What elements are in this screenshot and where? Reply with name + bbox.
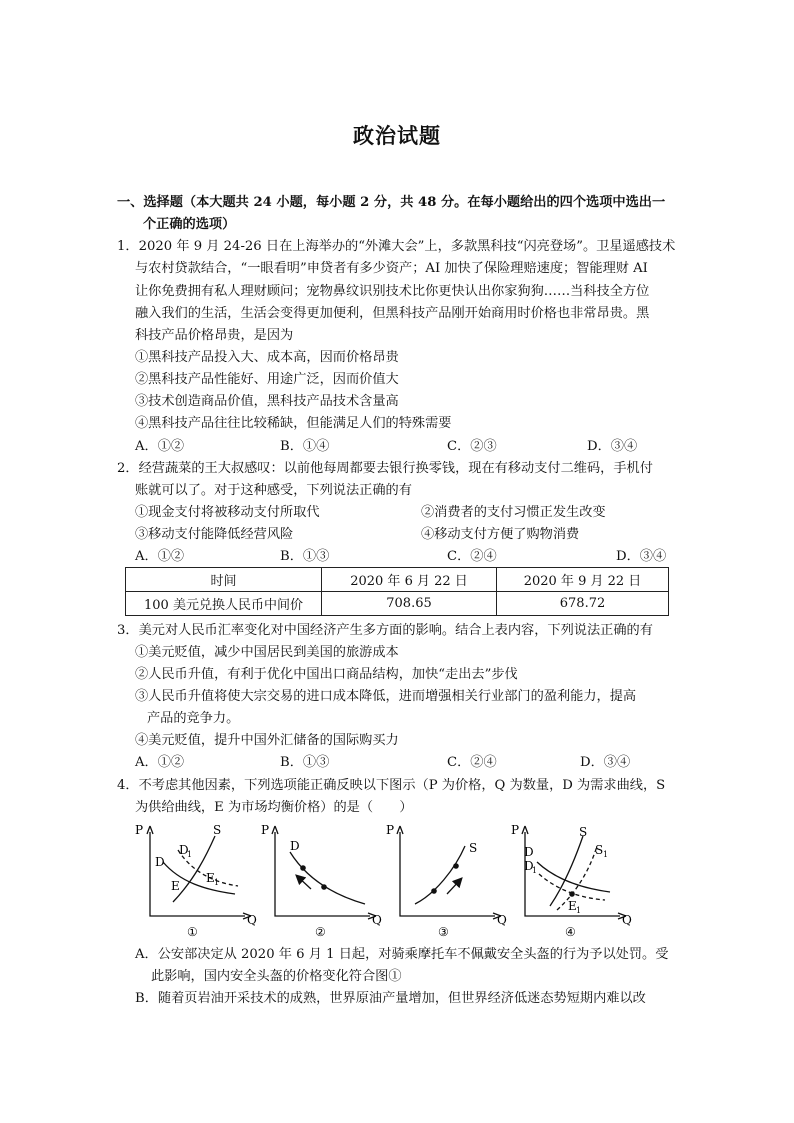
q1-stem-5: 科技产品价格昂贵，是因为 <box>135 328 294 343</box>
label-sub: 1 <box>214 878 220 887</box>
q1-item-3: ③技术创造商品价值，黑科技产品技术含量高 <box>135 394 399 409</box>
section-heading-cont: 个正确的选项） <box>143 217 236 232</box>
q2-item-4: ④移动支付方便了购物消费 <box>421 527 580 542</box>
table-header-cell: 2020 年 6 月 22 日 <box>322 568 497 592</box>
axis-label-q: Q <box>622 913 632 927</box>
page-title: 政治试题 <box>353 123 441 148</box>
label-sub: 1 <box>532 866 538 875</box>
table-cell: 100 美元兑换人民币中间价 <box>126 592 322 616</box>
label-s: S <box>579 825 588 839</box>
label-s: S <box>213 824 222 837</box>
q1-option-b[interactable]: B．①④ <box>280 439 330 454</box>
figure-number: ③ <box>438 925 449 939</box>
q1-stem-3: 让你免费拥有私人理财顾问；宠物鼻纹识别技术比你更快认出你家狗狗……当科技全方位 <box>135 284 650 299</box>
label-e1: E <box>568 899 577 913</box>
q4-stem-2: 为供给曲线，E 为市场均衡价格）的是（ ） <box>135 800 413 815</box>
q1-stem-1: 1．2020 年 9 月 24-26 日在上海举办的“外滩大会”上，多款黑科技“闪亮登场”。卫星遥感技术 <box>117 239 676 254</box>
supply-curve-shifted <box>557 846 597 910</box>
q2-item-3: ③移动支付能降低经营风险 <box>135 527 294 542</box>
table-cell: 678.72 <box>497 592 669 616</box>
label-d1: D <box>179 843 189 857</box>
label-s: S <box>469 841 478 855</box>
q3-item-2: ②人民币升值，有利于优化中国出口商品结构，加快“走出去”步伐 <box>135 667 518 682</box>
figure-2 <box>261 824 382 939</box>
q1-option-a[interactable]: A．①② <box>135 439 185 454</box>
q3-item-4: ④美元贬值，提升中国外汇储备的国际购买力 <box>135 733 399 748</box>
figure-4 <box>511 824 632 939</box>
movement-arrow <box>447 879 461 894</box>
figure-number: ④ <box>565 925 576 939</box>
q4-option-a-cont: 此影响，国内安全头盔的价格变化符合图① <box>151 969 402 984</box>
q3-item-3-cont: 产品的竞争力。 <box>147 711 240 726</box>
figure-3 <box>386 824 507 939</box>
label-e: E <box>171 879 180 893</box>
label-sub: 1 <box>603 850 609 859</box>
q4-option-b[interactable]: B．随着页岩油开采技术的成熟，世界原油产量增加，但世界经济低迷态势短期内难以改 <box>135 991 646 1006</box>
axis-label-q: Q <box>497 913 507 927</box>
q3-option-b[interactable]: B．①③ <box>280 755 330 770</box>
axes <box>150 832 245 916</box>
q3-option-a[interactable]: A．①② <box>135 755 185 770</box>
label-sub: 1 <box>187 850 193 859</box>
table-row <box>126 592 669 616</box>
axis-label-p: P <box>386 824 395 837</box>
table-header-cell: 时间 <box>126 568 322 592</box>
table-cell: 708.65 <box>322 592 497 616</box>
section-heading: 一、选择题（本大题共 24 小题，每小题 2 分，共 48 分。在每小题给出的四个选项中选出一 <box>117 195 666 210</box>
exchange-rate-table <box>125 567 669 616</box>
label-s1: S <box>595 843 604 857</box>
figure-number: ② <box>315 925 326 939</box>
point <box>300 865 306 871</box>
movement-arrow <box>297 876 311 889</box>
q3-item-1: ①美元贬值，减少中国居民到美国的旅游成本 <box>135 645 399 660</box>
q2-item-1: ①现金支付将被移动支付所取代 <box>135 505 320 520</box>
supply-curve <box>415 846 465 904</box>
label-d: D <box>524 845 534 859</box>
q3-item-3: ③人民币升值将使大宗交易的进口成本降低，进而增强相关行业部门的盈利能力，提高 <box>135 689 637 704</box>
point <box>321 884 327 890</box>
axes <box>400 832 495 916</box>
q2-option-c[interactable]: C．②④ <box>447 549 497 564</box>
table-header-row <box>126 568 669 592</box>
axis-arrows <box>147 826 251 919</box>
q1-option-c[interactable]: C．②③ <box>447 439 497 454</box>
q4-stem-1: 4．不考虑其他因素，下列选项能正确反映以下图示（P 为价格，Q 为数量，D 为需求曲线，S <box>117 778 666 793</box>
label-d: D <box>155 855 165 869</box>
label-sub: 1 <box>576 906 582 915</box>
point <box>453 863 459 869</box>
q1-option-d[interactable]: D．③④ <box>587 439 638 454</box>
point <box>431 888 437 894</box>
figure-1 <box>135 824 257 939</box>
supply-demand-figures <box>125 824 635 940</box>
q3-option-c[interactable]: C．②④ <box>447 755 497 770</box>
axis-label-q: Q <box>372 913 382 927</box>
q3-option-d[interactable]: D．③④ <box>580 755 631 770</box>
axis-label-q: Q <box>247 913 257 927</box>
equilibrium-point <box>569 891 575 897</box>
q2-item-2: ②消费者的支付习惯正发生改变 <box>421 505 606 520</box>
q2-stem-2: 账就可以了。对于这种感受，下列说法正确的有 <box>135 483 412 498</box>
q2-option-d[interactable]: D．③④ <box>616 549 667 564</box>
label-e1: E <box>206 871 215 885</box>
demand-curve <box>537 862 610 892</box>
axis-label-p: P <box>261 824 270 837</box>
q1-item-1: ①黑科技产品投入大、成本高，因而价格昂贵 <box>135 350 399 365</box>
q3-stem-1: 3．美元对人民币汇率变化对中国经济产生多方面的影响。结合上表内容，下列说法正确的有 <box>117 623 653 638</box>
q1-item-4: ④黑科技产品往往比较稀缺，但能满足人们的特殊需要 <box>135 416 452 431</box>
q1-stem-4: 融入我们的生活，生活会变得更加便利，但黑科技产品刚开始商用时价格也非常昂贵。黑 <box>135 306 650 321</box>
demand-curve <box>290 852 365 904</box>
label-d: D <box>290 839 300 853</box>
axis-arrows <box>272 826 376 919</box>
label-d1: D <box>524 859 534 873</box>
q4-option-a[interactable]: A．公安部决定从 2020 年 6 月 1 日起，对骑乘摩托车不佩戴安全头盔的行为予以处罚。受 <box>135 947 669 962</box>
axis-label-p: P <box>135 824 144 837</box>
q1-stem-2: 与农村贷款结合，“一眼看明”申贷者有多少资产；AI 加快了保险理赔速度；智能理财 AI <box>135 261 648 276</box>
q2-stem-1: 2．经营蔬菜的王大叔感叹：以前他每周都要去银行换零钱，现在有移动支付二维码，手机付 <box>117 461 653 476</box>
q1-item-2: ②黑科技产品性能好、用途广泛，因而价值大 <box>135 372 399 387</box>
table-header-cell: 2020 年 9 月 22 日 <box>497 568 669 592</box>
q2-option-b[interactable]: B．①③ <box>280 549 330 564</box>
q2-option-a[interactable]: A．①② <box>135 549 185 564</box>
axis-label-p: P <box>511 824 520 837</box>
figure-number: ① <box>187 925 198 939</box>
